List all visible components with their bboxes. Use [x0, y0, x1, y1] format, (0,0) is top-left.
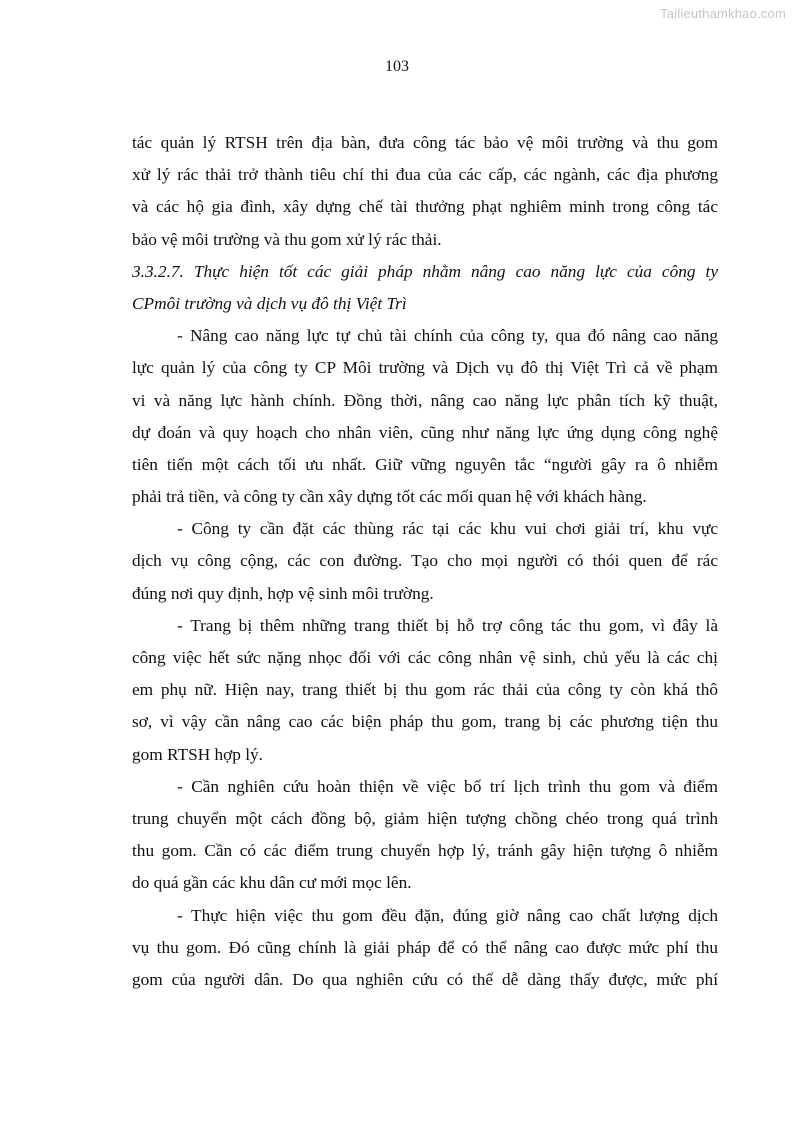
text-line: tác quản lý RTSH trên địa bàn, đưa công tác bảo vệ môi trường và thu gom — [132, 133, 718, 152]
text-line: do quá gần các khu dân cư mới mọc lên. — [132, 873, 412, 893]
text-line: dự đoán và quy hoạch cho nhân viên, cũng như năng lực ứng dụng công nghệ — [132, 422, 718, 442]
watermark: Tailieuthamkhao.com — [660, 6, 786, 21]
text-line: tiên tiến một cách tối ưu nhất. Giữ vững nguyên tắc “người gây ra ô nhiễm — [132, 454, 718, 474]
text-line: đúng nơi quy định, hợp vệ sinh môi trường. — [132, 583, 434, 603]
text-line: dịch vụ công cộng, các con đường. Tạo cho mọi người có thói quen để rác — [132, 551, 718, 571]
page-number: 103 — [385, 58, 409, 75]
document-body — [132, 127, 718, 996]
paragraph-collection-schedule — [132, 771, 718, 900]
text-line: gom RTSH hợp lý. — [132, 744, 264, 764]
paragraph-trash-bins — [132, 513, 718, 610]
text-line: vi và năng lực hành chính. Đồng thời, nâng cao năng lực phân tích kỹ thuật, — [132, 390, 718, 410]
text-line: gom của người dân. Do qua nghiên cứu có thể dễ dàng thấy được, mức phí — [132, 969, 718, 989]
text-line: - Cần nghiên cứu hoàn thiện về việc bố trí lịch trình thu gom và điểm — [177, 776, 718, 796]
text-line: bảo vệ môi trường và thu gom xử lý rác thải. — [132, 229, 442, 249]
heading-line: 3.3.2.7. Thực hiện tốt các giải pháp nhằm nâng cao năng lực của công ty — [132, 261, 718, 281]
text-line: và các hộ gia đình, xây dựng chế tài thưởng phạt nghiêm minh trong công tác — [132, 197, 718, 217]
paragraph-service-quality — [132, 900, 718, 997]
intro-paragraph — [132, 127, 718, 256]
text-line: thu gom. Cần có các điểm trung chuyển hợp lý, tránh gây hiện tượng ô nhiễm — [132, 841, 718, 861]
paragraph-financial-capacity — [132, 320, 718, 513]
text-line: - Thực hiện việc thu gom đều đặn, đúng giờ nâng cao chất lượng dịch — [177, 905, 718, 925]
heading-line: CPmôi trường và dịch vụ đô thị Việt Trì — [132, 293, 407, 313]
text-line: em phụ nữ. Hiện nay, trang thiết bị thu gom rác thải của công ty còn khá thô — [132, 680, 718, 700]
text-line: phải trả tiền, và công ty cần xây dựng tốt các mối quan hệ với khách hàng. — [132, 487, 647, 507]
text-line: công việc hết sức nặng nhọc đối với các công nhân vệ sinh, chủ yếu là các chị — [132, 648, 718, 667]
paragraph-equipment — [132, 610, 718, 771]
text-line: sơ, vì vậy cần nâng cao các biện pháp thu gom, trang bị các phương tiện thu — [132, 712, 718, 732]
text-line: - Nâng cao năng lực tự chủ tài chính của công ty, qua đó nâng cao năng — [177, 326, 718, 346]
text-line: lực quản lý của công ty CP Môi trường và Dịch vụ đô thị Việt Trì cả về phạm — [132, 358, 718, 378]
section-heading — [132, 256, 718, 320]
text-line: - Công ty cần đặt các thùng rác tại các khu vui chơi giải trí, khu vực — [177, 519, 718, 539]
text-line: - Trang bị thêm những trang thiết bị hỗ trợ công tác thu gom, vì đây là — [177, 615, 718, 635]
text-line: vụ thu gom. Đó cũng chính là giải pháp để có thể nâng cao được mức phí thu — [132, 937, 718, 957]
text-line: trung chuyển một cách đồng bộ, giảm hiện tượng chồng chéo trong quá trình — [132, 808, 718, 828]
text-line: xử lý rác thải trở thành tiêu chí thi đua của các cấp, các ngành, các địa phương — [132, 165, 718, 185]
